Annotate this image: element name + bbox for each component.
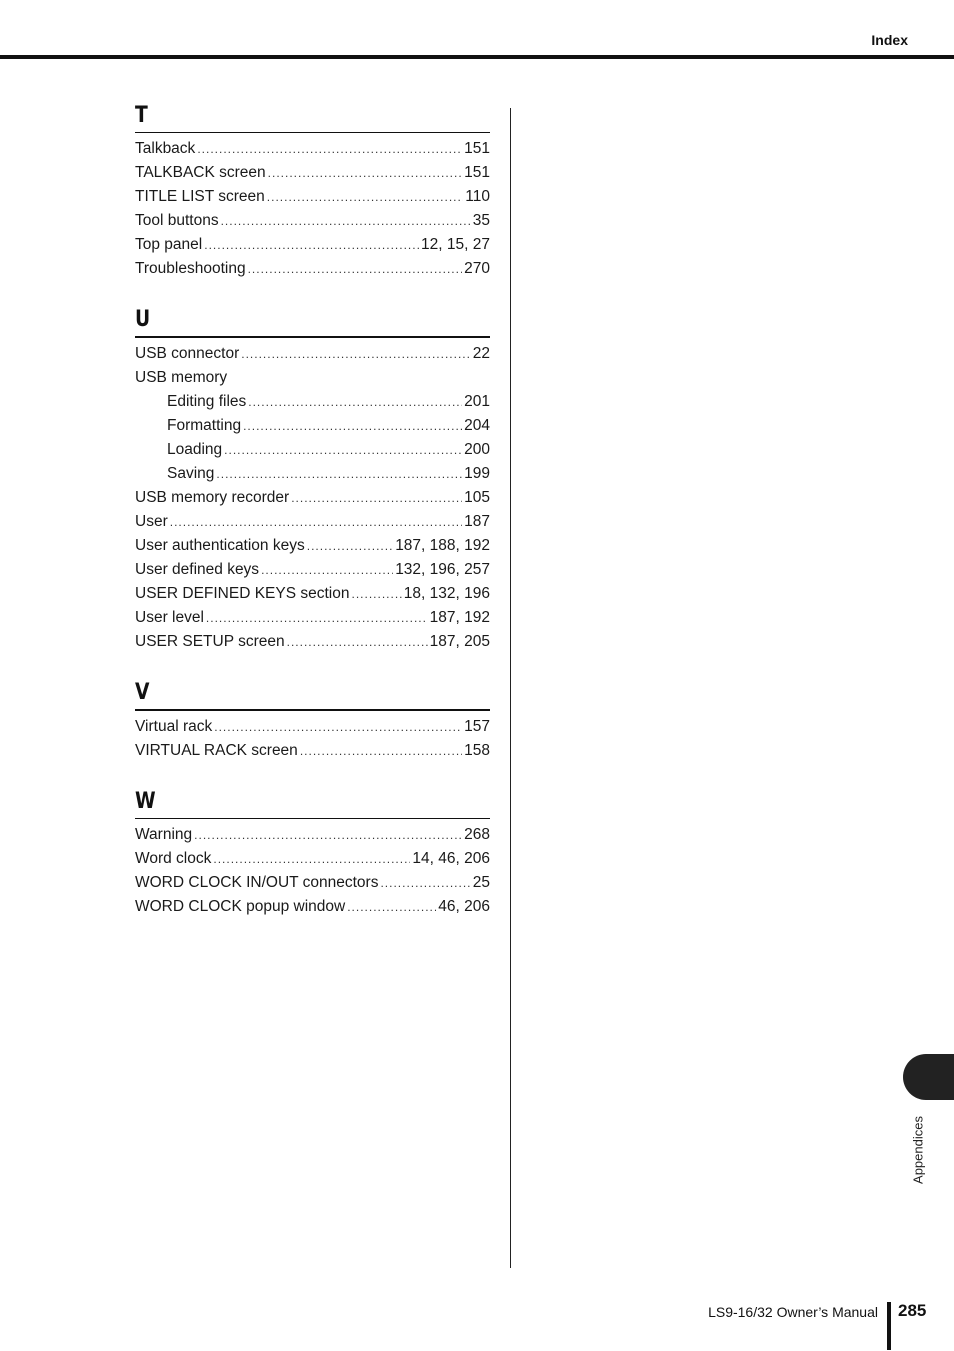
index-entry [135, 161, 490, 185]
entry-pages: 151 [464, 140, 490, 157]
footer-manual-title: LS9-16/32 Owner’s Manual [708, 1304, 878, 1320]
section-rule [135, 709, 490, 711]
entry-pages: 204 [464, 417, 490, 434]
entry-pages: 46, 206 [438, 898, 490, 915]
dot-leader [213, 847, 410, 871]
index-entry [135, 847, 490, 871]
dot-leader [268, 161, 462, 185]
index-entry [135, 582, 490, 606]
chapter-side-label-text: Appendices [910, 1116, 926, 1184]
dot-leader [248, 390, 462, 414]
dot-leader [291, 486, 462, 510]
entry-pages: 18, 132, 196 [403, 585, 490, 602]
entry-pages: 132, 196, 257 [395, 561, 490, 578]
entry-pages: 105 [464, 489, 490, 506]
index-entry [135, 871, 490, 895]
section-rule [135, 818, 490, 819]
entry-term: TALKBACK screen [135, 164, 266, 181]
dot-leader [221, 209, 471, 233]
entry-term: User level [135, 609, 204, 626]
entry-term: Loading [167, 441, 223, 458]
entry-term: USER DEFINED KEYS section [135, 585, 350, 602]
index-entry [135, 486, 490, 510]
entry-term: Saving [167, 465, 215, 482]
section-letter: T [135, 103, 148, 128]
entry-pages: 187, 205 [429, 633, 490, 650]
index-entry [135, 233, 490, 257]
entry-term: Troubleshooting [135, 260, 246, 277]
section-letter: V [135, 680, 150, 705]
entry-term: User authentication keys [135, 537, 305, 554]
entry-pages: 199 [464, 465, 490, 482]
entry-pages: 157 [464, 718, 490, 735]
index-subentry [135, 390, 490, 414]
entry-term: VIRTUAL RACK screen [135, 742, 298, 759]
dot-leader [248, 257, 463, 281]
entry-pages: 14, 46, 206 [412, 850, 490, 867]
index-subentry [135, 462, 490, 486]
entry-term: Warning [135, 826, 193, 843]
section-letter: U [135, 307, 151, 332]
dot-leader [204, 233, 419, 257]
index-entry [135, 534, 490, 558]
index-entry [135, 342, 490, 366]
dot-leader [287, 630, 428, 654]
index-subentry [135, 438, 490, 462]
entry-pages: 270 [464, 260, 490, 277]
section-w [135, 788, 490, 919]
entry-pages: 268 [464, 826, 490, 843]
chapter-side-label [903, 1110, 933, 1190]
entry-term: USER SETUP screen [135, 633, 285, 650]
entry-term: Tool buttons [135, 212, 219, 229]
entry-pages: 187, 192 [429, 609, 490, 626]
entry-pages: 12, 15, 27 [421, 236, 490, 253]
entry-pages: 187 [464, 513, 490, 530]
entry-pages: 35 [472, 212, 490, 229]
dot-leader [216, 462, 462, 486]
index-subentry [135, 414, 490, 438]
page-number: 285 [898, 1301, 927, 1320]
dot-leader [224, 438, 462, 462]
section-rule [135, 132, 490, 133]
entry-pages: 200 [464, 441, 490, 458]
dot-leader [307, 534, 393, 558]
entry-term: TITLE LIST screen [135, 188, 265, 205]
entry-pages: 158 [464, 742, 490, 759]
index-entry [135, 185, 490, 209]
entry-term: USB memory recorder [135, 489, 290, 506]
entry-pages: 201 [464, 393, 490, 410]
entry-term: Talkback [135, 140, 196, 157]
dot-leader [267, 185, 463, 209]
index-entry [135, 510, 490, 534]
footer-divider-bar [887, 1302, 891, 1350]
entry-term: Top panel [135, 236, 203, 253]
running-header: Index [871, 32, 908, 48]
entry-pages: 151 [464, 164, 490, 181]
section-u [135, 306, 490, 654]
entry-term: User defined keys [135, 561, 260, 578]
entry-term: WORD CLOCK popup window [135, 898, 346, 915]
index-entry [135, 630, 490, 654]
section-v [135, 679, 490, 763]
entry-pages: 187, 188, 192 [395, 537, 490, 554]
index-entry [135, 209, 490, 233]
dot-leader [170, 510, 462, 534]
index-entry [135, 739, 490, 763]
header-rule [0, 55, 954, 59]
dot-leader [243, 414, 462, 438]
entry-term: USB memory [135, 369, 228, 386]
index-column [135, 102, 490, 944]
dot-leader [194, 823, 462, 847]
entry-pages: 110 [465, 188, 490, 205]
dot-leader [197, 137, 462, 161]
dot-leader [206, 606, 428, 630]
section-t [135, 102, 490, 281]
section-rule [135, 336, 490, 338]
dot-leader [380, 871, 470, 895]
index-entry [135, 257, 490, 281]
dot-leader [214, 715, 462, 739]
entry-term: USB connector [135, 345, 240, 362]
entry-pages: 25 [472, 874, 490, 891]
index-entry [135, 606, 490, 630]
dot-leader [347, 895, 436, 919]
dot-leader [261, 558, 393, 582]
entry-term: WORD CLOCK IN/OUT connectors [135, 874, 379, 891]
column-divider [510, 108, 511, 1268]
index-entry [135, 895, 490, 919]
dot-leader [351, 582, 401, 606]
chapter-tab-marker [903, 1054, 954, 1100]
entry-term: Word clock [135, 850, 212, 867]
entry-term: Formatting [167, 417, 242, 434]
dot-leader [300, 739, 462, 763]
index-entry [135, 823, 490, 847]
entry-term: User [135, 513, 168, 530]
index-entry [135, 558, 490, 582]
dot-leader [241, 342, 471, 366]
index-entry-heading [135, 366, 490, 390]
entry-term: Virtual rack [135, 718, 213, 735]
index-entry [135, 715, 490, 739]
section-letter: W [135, 789, 156, 814]
index-entry [135, 137, 490, 161]
entry-term: Editing files [167, 393, 247, 410]
entry-pages: 22 [472, 345, 490, 362]
